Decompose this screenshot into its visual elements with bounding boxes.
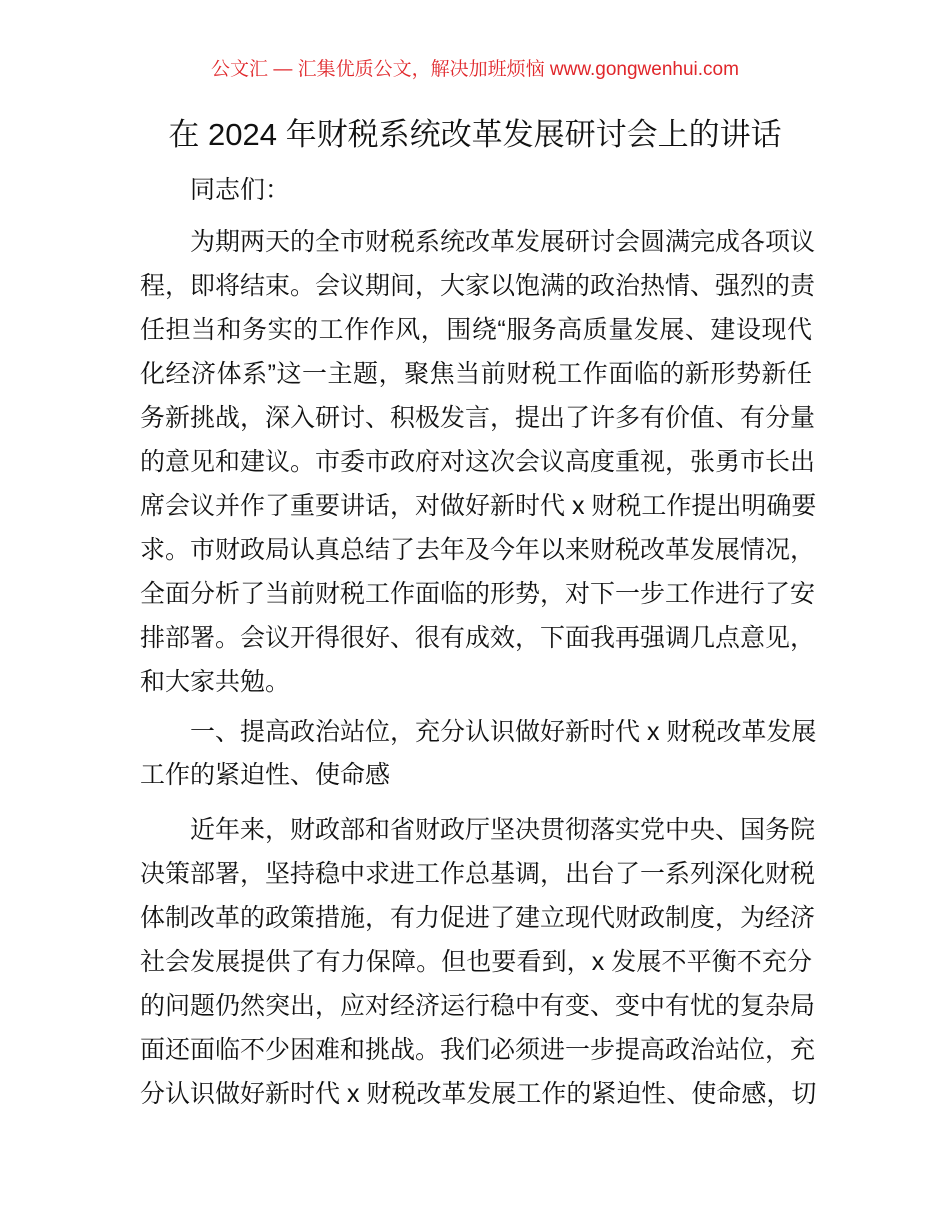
- paragraph-line: 分认识做好新时代 x 财税改革发展工作的紧迫性、使命感，切: [140, 1080, 817, 1108]
- salutation: 同志们：: [190, 176, 291, 204]
- paragraph-line: 务新挑战，深入研讨、积极发言，提出了许多有价值、有分量: [140, 404, 816, 432]
- paragraph-line: 求。市财政局认真总结了去年及今年以来财税改革发展情况，: [140, 536, 816, 564]
- paragraph-line: 排部署。会议开得很好、很有成效，下面我再强调几点意见，: [140, 624, 816, 652]
- paragraph-line: 的意见和建议。市委市政府对这次会议高度重视，张勇市长出: [140, 448, 816, 476]
- watermark-header: 公文汇 — 汇集优质公文，解决加班烦恼 www.gongwenhui.com: [211, 59, 739, 80]
- paragraph-line: 和大家共勉。: [140, 668, 291, 696]
- paragraph-line: 任担当和务实的工作作风，围绕“服务高质量发展、建设现代: [140, 316, 812, 344]
- paragraph-line: 体制改革的政策措施，有力促进了建立现代财政制度，为经济: [140, 904, 816, 932]
- document-title: 在 2024 年财税系统改革发展研讨会上的讲话: [168, 117, 782, 152]
- section-heading-line: 工作的紧迫性、使命感: [140, 761, 391, 789]
- paragraph-line: 面还面临不少困难和挑战。我们必须进一步提高政治站位，充: [140, 1036, 816, 1064]
- paragraph-line: 化经济体系”这一主题，聚焦当前财税工作面临的新形势新任: [140, 360, 812, 388]
- paragraph-line: 全面分析了当前财税工作面临的形势，对下一步工作进行了安: [140, 580, 816, 608]
- paragraph-line: 席会议并作了重要讲话，对做好新时代 x 财税工作提出明确要: [140, 492, 817, 520]
- section-heading-line: 一、提高政治站位，充分认识做好新时代 x 财税改革发展: [190, 718, 817, 746]
- paragraph-line: 为期两天的全市财税系统改革发展研讨会圆满完成各项议: [190, 228, 816, 256]
- paragraph-line: 程，即将结束。会议期间，大家以饱满的政治热情、强烈的责: [140, 272, 816, 300]
- paragraph-line: 的问题仍然突出，应对经济运行稳中有变、变中有忧的复杂局: [140, 992, 816, 1020]
- paragraph-line: 决策部署，坚持稳中求进工作总基调，出台了一系列深化财税: [140, 860, 816, 888]
- paragraph-line: 近年来，财政部和省财政厅坚决贯彻落实党中央、国务院: [190, 816, 816, 844]
- paragraph-line: 社会发展提供了有力保障。但也要看到，x 发展不平衡不充分: [140, 948, 812, 976]
